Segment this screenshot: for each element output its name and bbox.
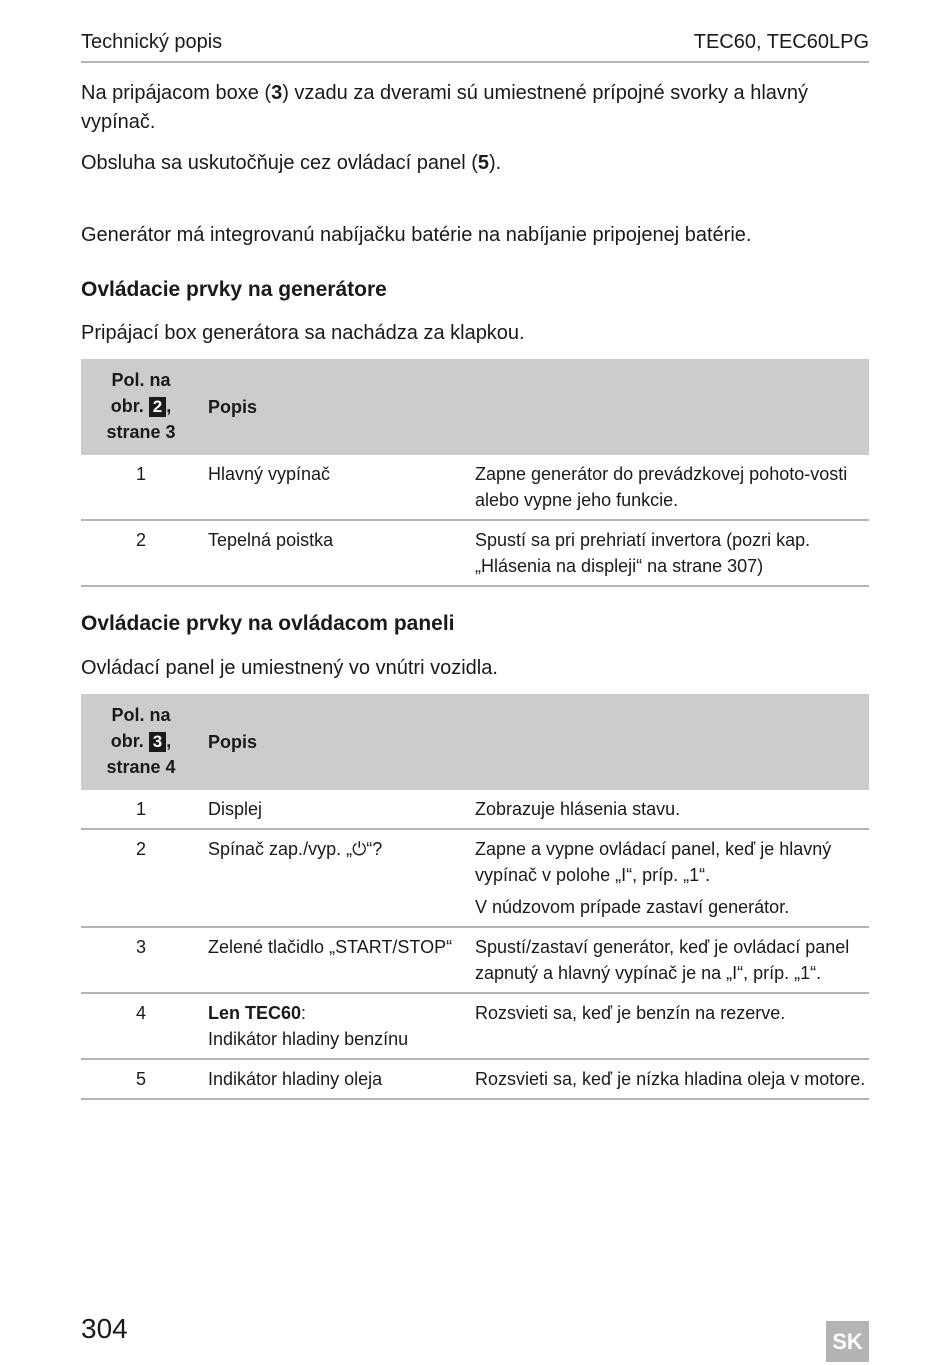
row-name-bold: Len TEC60: [208, 1003, 302, 1023]
row-number: 1: [81, 790, 201, 829]
row-number: 2: [81, 520, 201, 586]
row-description: Spustí/zastaví generátor, keď je ovládací panel zapnutý a hlavný vypínač je na „I“, príp. „1“.: [468, 927, 869, 993]
section1-heading: Ovládacie prvky na generátore: [81, 278, 387, 301]
section2-intro: Ovládací panel je umiestnený vo vnútri vozidla.: [81, 657, 498, 679]
language-badge: SK: [826, 1321, 869, 1362]
intro-p1-text-c: ) vzadu za dverami sú umiestnené prípojné svorky a hlavný vypínač.: [81, 82, 809, 133]
table-header-row: [81, 359, 869, 455]
row-name: [201, 993, 468, 1059]
intro-paragraph-2: [81, 149, 869, 178]
col-pos-line-1: Pol. na: [111, 370, 171, 390]
header-section-title: Technický popis: [81, 31, 223, 53]
col-pos-line-3: strane 4: [106, 757, 176, 777]
figure-number-badge: 2: [149, 397, 166, 417]
section1-intro-block: [81, 319, 869, 348]
row-name: Tepelná poistka: [201, 520, 468, 586]
intro-paragraph-3: [81, 221, 869, 250]
row-description-line-1: Zapne a vypne ovládací panel, keď je hlavný vypínač v polohe „I“, príp. „1“.: [475, 839, 832, 885]
column-header-description: Popis: [201, 359, 869, 455]
page-number: 304: [81, 1313, 128, 1344]
section1-heading-block: [81, 278, 869, 302]
row-name-colon: :: [301, 1003, 307, 1023]
row-number: 5: [81, 1059, 201, 1099]
row-number: 3: [81, 927, 201, 993]
intro-p1-ref: 3: [271, 82, 283, 104]
table-row: [81, 927, 869, 993]
table-header-row: [81, 694, 869, 790]
column-header-position: [81, 359, 201, 455]
table-row: [81, 1059, 869, 1099]
row-description: [468, 829, 869, 927]
row-description: Rozsvieti sa, keď je benzín na rezerve.: [468, 993, 869, 1059]
col-pos-line-2: obr.: [110, 731, 144, 751]
section2-table-block: [81, 694, 869, 1100]
intro-p3-text: Generátor má integrovanú nabíjačku batérie na nabíjanie pripojenej batérie.: [81, 224, 752, 246]
section2-heading: Ovládacie prvky na ovládacom paneli: [81, 612, 455, 635]
row-name: Hlavný vypínač: [201, 455, 468, 520]
col-pos-line-2: obr.: [110, 396, 144, 416]
table-row: [81, 455, 869, 520]
section1-intro: Pripájací box generátora sa nachádza za klapkou.: [81, 322, 525, 344]
intro-p2-text-a: Obsluha sa uskutočňuje cez ovládací panel (: [81, 152, 478, 174]
col-pos-comma: ,: [166, 396, 172, 416]
figure-number-badge: 3: [149, 732, 166, 752]
row-name: Displej: [201, 790, 468, 829]
row-number: 4: [81, 993, 201, 1059]
row-name: Spínač zap./vyp. „⏻“?: [201, 829, 468, 927]
row-number: 2: [81, 829, 201, 927]
table-row: [81, 520, 869, 586]
row-description: Spustí sa pri prehriatí invertora (pozri kap. „Hlásenia na displeji“ na strane 307): [468, 520, 869, 586]
table-row: [81, 993, 869, 1059]
section2-intro-block: [81, 654, 869, 683]
intro-paragraph-1: [81, 79, 869, 137]
intro-p2-ref: 5: [477, 152, 490, 174]
row-description: Rozsvieti sa, keď je nízka hladina oleja v motore.: [468, 1059, 869, 1099]
page-header: [81, 31, 869, 63]
row-description: Zobrazuje hlásenia stavu.: [468, 790, 869, 829]
header-product-name: TEC60, TEC60LPG: [693, 31, 869, 53]
row-number: 1: [81, 455, 201, 520]
row-description: Zapne generátor do prevádzkovej pohoto-vosti alebo vypne jeho funkcie.: [468, 455, 869, 520]
row-name: Zelené tlačidlo „START/STOP“: [201, 927, 468, 993]
col-pos-line-1: Pol. na: [111, 705, 171, 725]
section2-heading-block: [81, 612, 869, 636]
intro-p1-text-a: Na pripájacom boxe (: [81, 82, 272, 104]
intro-p2-text-c: ).: [489, 152, 502, 174]
column-header-position: [81, 694, 201, 790]
section1-table: [81, 359, 869, 587]
col-pos-comma: ,: [166, 731, 172, 751]
table-row: [81, 790, 869, 829]
section2-table: [81, 694, 869, 1100]
row-name: Indikátor hladiny oleja: [201, 1059, 468, 1099]
row-description-line-2: V núdzovom prípade zastaví generátor.: [475, 897, 790, 917]
col-pos-line-3: strane 3: [106, 422, 176, 442]
row-name-text: Indikátor hladiny benzínu: [208, 1029, 409, 1049]
table-row: [81, 829, 869, 927]
section1-table-block: [81, 359, 869, 587]
column-header-description: Popis: [201, 694, 869, 790]
